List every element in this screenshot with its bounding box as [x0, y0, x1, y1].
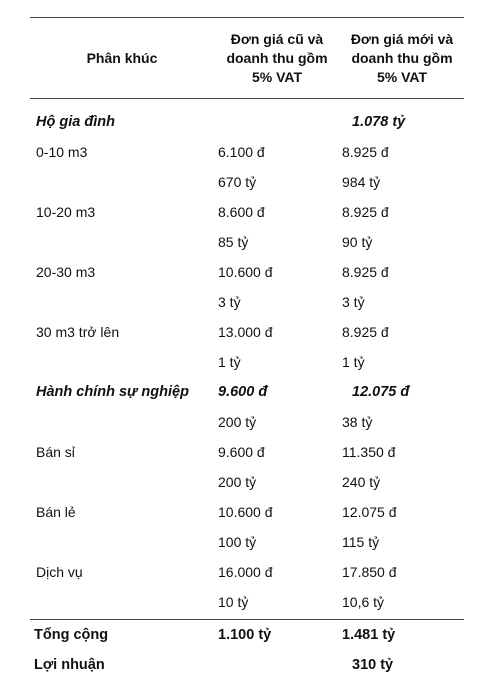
- old-value-cell: 10 tỷ: [218, 594, 249, 610]
- old-value-cell: 85 tỷ: [218, 234, 249, 250]
- header-new-price: Đơn giá mới và doanh thu gồm 5% VAT: [350, 30, 454, 85]
- table-row: [30, 407, 464, 437]
- segment-cell: [30, 587, 214, 620]
- profit-row: [30, 650, 464, 680]
- new-value-cell: 38 tỷ: [342, 414, 373, 430]
- table-row: [30, 137, 464, 167]
- table-row: [30, 317, 464, 347]
- new-value-cell: 1.078 tỷ: [352, 114, 406, 130]
- total-row: [30, 620, 464, 651]
- table-row: [30, 377, 464, 407]
- segment-cell: [30, 347, 214, 377]
- old-value-cell: 9.600 đ: [218, 384, 268, 400]
- segment-cell: 20-30 m3: [36, 264, 96, 280]
- header-old-price: Đơn giá cũ và doanh thu gồm 5% VAT: [226, 30, 328, 85]
- old-value-cell: 13.000 đ: [218, 324, 273, 340]
- table-row: [30, 197, 464, 227]
- segment-cell: [30, 407, 214, 437]
- segment-cell: Bán sỉ: [36, 444, 75, 460]
- old-value-cell: [214, 99, 340, 138]
- table-row: [30, 497, 464, 527]
- table-row: [30, 257, 464, 287]
- new-value-cell: 12.075 đ: [352, 384, 410, 400]
- old-value-cell: 3 tỷ: [218, 294, 241, 310]
- old-value-cell: 100 tỷ: [218, 534, 257, 550]
- old-value-cell: 9.600 đ: [218, 444, 265, 460]
- segment-cell: 0-10 m3: [36, 144, 88, 160]
- old-value-cell: 670 tỷ: [218, 174, 257, 190]
- new-value-cell: 90 tỷ: [342, 234, 373, 250]
- segment-cell: Hộ gia đình: [36, 114, 115, 130]
- new-value-cell: 984 tỷ: [342, 174, 381, 190]
- total-old-value: 1.100 tỷ: [218, 627, 272, 643]
- old-value-cell: 200 tỷ: [218, 474, 257, 490]
- table-row: [30, 227, 464, 257]
- segment-cell: [30, 467, 214, 497]
- profit-label: Lợi nhuận: [34, 657, 105, 673]
- old-value-cell: 6.100 đ: [218, 144, 265, 160]
- price-table: [30, 17, 464, 680]
- new-value-cell: 3 tỷ: [342, 294, 365, 310]
- old-value-cell: 1 tỷ: [218, 354, 241, 370]
- table-row: [30, 437, 464, 467]
- table-row: [30, 287, 464, 317]
- new-value-cell: 8.925 đ: [342, 324, 389, 340]
- table-row: [30, 467, 464, 497]
- table-row: [30, 557, 464, 587]
- new-value-cell: 8.925 đ: [342, 264, 389, 280]
- total-label: Tổng cộng: [34, 627, 109, 643]
- segment-cell: Hành chính sự nghiệp: [36, 384, 189, 400]
- table-row: [30, 527, 464, 557]
- new-value-cell: 17.850 đ: [342, 564, 397, 580]
- new-value-cell: 240 tỷ: [342, 474, 381, 490]
- header-segment: Phân khúc: [86, 49, 158, 66]
- new-value-cell: 11.350 đ: [342, 444, 396, 460]
- segment-cell: [30, 227, 214, 257]
- table-header: [30, 18, 464, 99]
- segment-cell: [30, 527, 214, 557]
- old-value-cell: 200 tỷ: [218, 414, 257, 430]
- new-value-cell: 115 tỷ: [342, 534, 380, 550]
- old-value-cell: 8.600 đ: [218, 204, 265, 220]
- segment-cell: Bán lẻ: [36, 504, 76, 520]
- table-row: [30, 347, 464, 377]
- segment-cell: 30 m3 trở lên: [36, 324, 120, 340]
- new-value-cell: 1 tỷ: [342, 354, 365, 370]
- old-value-cell: 10.600 đ: [218, 504, 273, 520]
- table-row: [30, 167, 464, 197]
- new-value-cell: 10,6 tỷ: [342, 594, 385, 610]
- segment-cell: 10-20 m3: [36, 204, 96, 220]
- new-value-cell: 8.925 đ: [342, 204, 389, 220]
- segment-cell: [30, 167, 214, 197]
- new-value-cell: 8.925 đ: [342, 144, 389, 160]
- total-new-value: 1.481 tỷ: [342, 627, 396, 643]
- old-value-cell: 16.000 đ: [218, 564, 273, 580]
- profit-new-value: 310 tỷ: [352, 657, 394, 673]
- segment-cell: [30, 287, 214, 317]
- profit-old-value: [214, 650, 340, 680]
- segment-cell: Dịch vụ: [36, 564, 83, 580]
- new-value-cell: 12.075 đ: [342, 504, 397, 520]
- table-row: [30, 99, 464, 138]
- table-row: [30, 587, 464, 620]
- old-value-cell: 10.600 đ: [218, 264, 273, 280]
